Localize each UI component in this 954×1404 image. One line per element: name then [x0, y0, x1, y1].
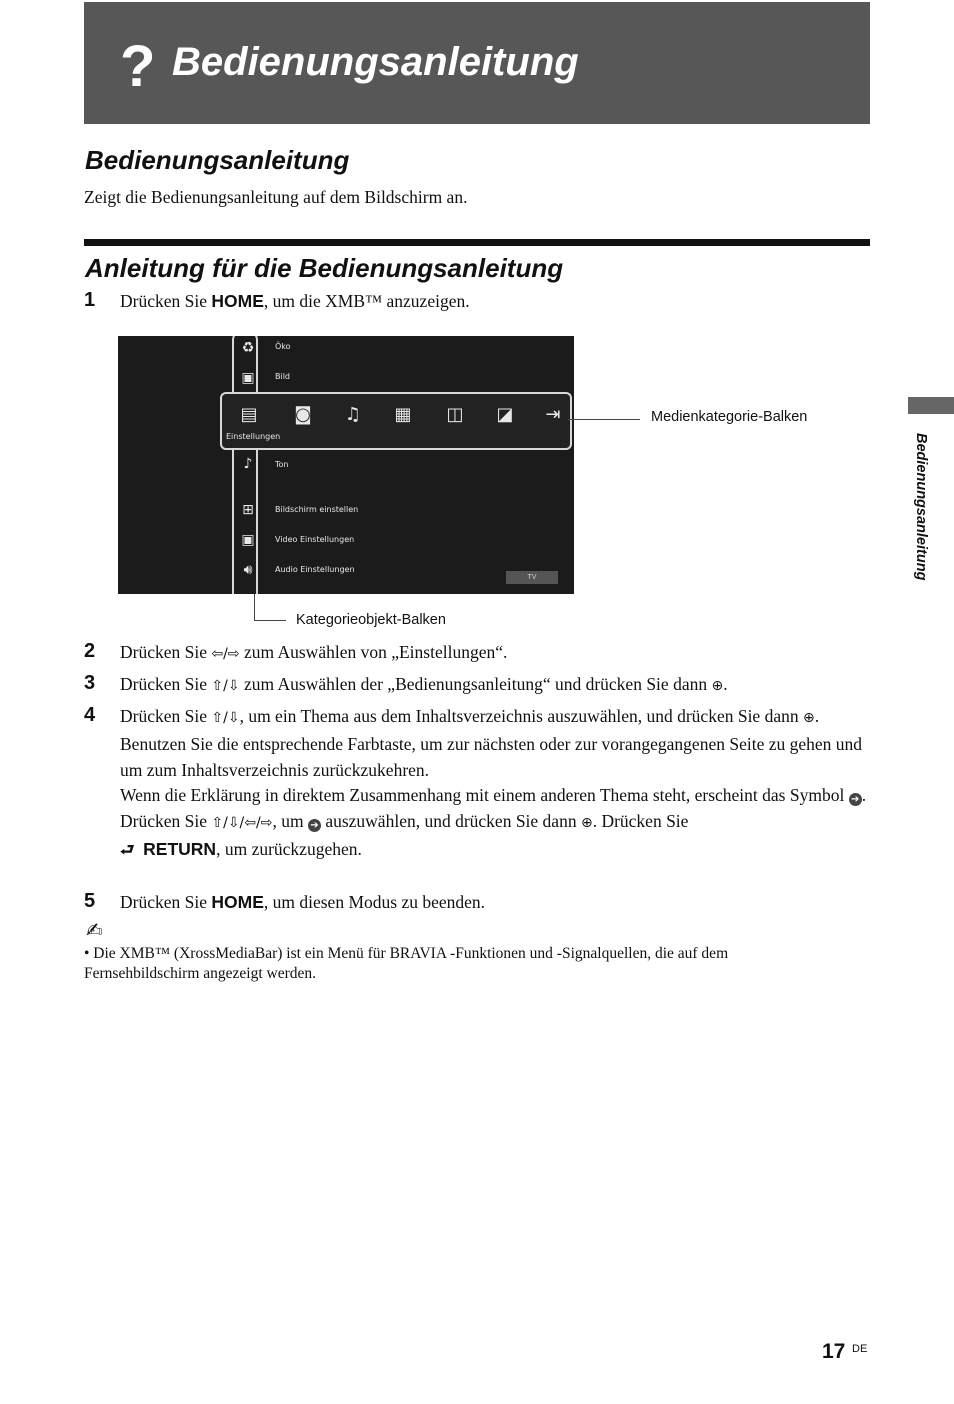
- menu-item-label: Audio Einstellungen: [275, 565, 355, 574]
- digital-tv-icon: ◫: [446, 404, 464, 425]
- step-text-part: . Drücken Sie: [120, 785, 867, 832]
- step-5-text: [120, 890, 870, 916]
- section-heading-2: Anleitung für die Bedienungsanleitung: [85, 253, 564, 283]
- page-number: 17: [822, 1340, 846, 1363]
- media-category-bar: [220, 392, 572, 450]
- enter-button-icon: ⊕: [802, 710, 815, 726]
- note-text: • Die XMB™ (XrossMediaBar) ist ein Menü für BRAVIA -Funktionen und -Signalquellen, die auf dem Fernsehbildschirm angezeigt werden.: [84, 945, 729, 982]
- menu-item-label: Bild: [275, 372, 291, 381]
- step-3-text: [120, 672, 870, 700]
- up-down-arrow-icon: ⇧/⇩: [211, 710, 240, 726]
- step-text-part: auszuwählen, und drücken Sie dann: [320, 811, 581, 832]
- up-down-arrow-icon: ⇧/⇩: [211, 678, 240, 694]
- selected-category-label: Einstellungen: [226, 432, 281, 441]
- step-text-part: Drücken Sie: [120, 291, 212, 311]
- callout-line-object-v: [254, 594, 255, 620]
- tv-button: [506, 571, 558, 584]
- music-icon: ♫: [344, 404, 362, 425]
- enter-button-icon: ⊕: [580, 815, 593, 832]
- sound-icon: ♪: [243, 456, 253, 472]
- step-text-part: zum Auswählen der „Bedienungsanleitung“ und drücken Sie dann: [239, 674, 712, 694]
- menu-item-label: Bildschirm einstellen: [275, 505, 359, 514]
- step-text-part: zum Auswählen von „Einstellungen“.: [239, 642, 508, 662]
- step-text-part: Drücken Sie: [120, 674, 212, 694]
- callout-line-object-h: [254, 620, 286, 621]
- step-4-text: [120, 704, 870, 863]
- home-key-label: HOME: [211, 291, 264, 311]
- eco-icon: ♻: [241, 340, 255, 356]
- note-pencil-icon: ✍: [86, 918, 103, 942]
- step-text-part: Wenn die Erklärung in direktem Zusammenhang mit einem anderen Thema steht, erscheint das Symbol: [120, 785, 849, 806]
- film-icon: ▦: [394, 404, 412, 425]
- step-number: 3: [84, 672, 96, 694]
- video-settings-icon: ▣: [241, 532, 255, 548]
- section-heading-1: Bedienungsanleitung: [85, 145, 350, 175]
- return-icon: ⮐: [120, 839, 135, 859]
- step-number: 2: [84, 640, 96, 662]
- menu-item-label: Ton: [275, 460, 289, 469]
- step-text-part: .: [814, 706, 820, 726]
- step-number: 5: [84, 890, 96, 912]
- camera-icon: ◙: [294, 404, 312, 425]
- callout-line-media: [568, 419, 640, 420]
- page-language: DE: [852, 1343, 868, 1355]
- step-2-text: [120, 640, 870, 668]
- step-4-color-key-text: Benutzen Sie die entsprechende Farbtaste, um zur nächsten oder zur vorangegangenen Seite zu gehen und um zum Inhaltsverzeichnis zurückzukehren.: [120, 733, 863, 780]
- step-number: 4: [84, 704, 96, 726]
- picture-settings-icon: ▣: [241, 370, 255, 386]
- menu-item-label: Öko: [275, 342, 291, 351]
- chapter-title: Bedienungsanleitung: [172, 40, 579, 84]
- media-bar-callout: Medienkategorie-Balken: [651, 409, 808, 425]
- step-text-part: , um diesen Modus zu beenden.: [263, 892, 486, 912]
- step-1-text: [120, 289, 870, 315]
- step-text-part: Drücken Sie: [120, 892, 212, 912]
- left-right-arrow-icon: ⇦/⇨: [211, 646, 240, 662]
- toolbox-icon: ▤: [240, 404, 258, 425]
- audio-settings-icon: 🔊︎: [243, 562, 253, 578]
- chapter-banner: [84, 2, 870, 124]
- four-way-arrow-icon: ⇧/⇩/⇦/⇨: [211, 815, 273, 832]
- step-text-part: , um ein Thema aus dem Inhaltsverzeichnis auszuwählen, und drücken Sie dann: [239, 706, 803, 726]
- enter-button-icon: ⊕: [711, 678, 724, 694]
- step-text-part: Drücken Sie: [120, 706, 212, 726]
- input-icon: ⇥: [545, 404, 561, 425]
- section-1-text: Zeigt die Bedienungsanleitung auf dem Bildschirm an.: [84, 187, 468, 207]
- step-text-part: Drücken Sie: [120, 642, 212, 662]
- question-mark-icon: ?: [120, 34, 156, 99]
- link-arrow-icon: ➔: [849, 793, 862, 806]
- return-key-label: RETURN: [143, 838, 217, 859]
- step-text-part: , um: [272, 811, 308, 832]
- menu-item-label: Video Einstellungen: [275, 535, 355, 544]
- side-chapter-label: Bedienungsanleitung: [913, 433, 929, 581]
- object-bar-callout: Kategorieobjekt-Balken: [296, 612, 446, 628]
- xmb-screenshot: [118, 336, 574, 594]
- link-arrow-icon: ➔: [308, 819, 321, 832]
- tv-button-label: TV: [527, 573, 537, 581]
- step-text-part: , um die XMB™ anzuzeigen.: [263, 291, 470, 311]
- step-text-part: . Drücken Sie: [592, 811, 689, 832]
- home-key-label: HOME: [211, 892, 264, 912]
- analog-tv-icon: ◪: [496, 404, 514, 425]
- step-text-part: , um zurückzugehen.: [216, 838, 362, 859]
- step-number: 1: [84, 289, 96, 311]
- side-tab-marker: [908, 397, 954, 414]
- step-text-part: .: [723, 674, 728, 694]
- screen-settings-icon: ⊞: [242, 502, 254, 518]
- section-divider: [84, 239, 870, 246]
